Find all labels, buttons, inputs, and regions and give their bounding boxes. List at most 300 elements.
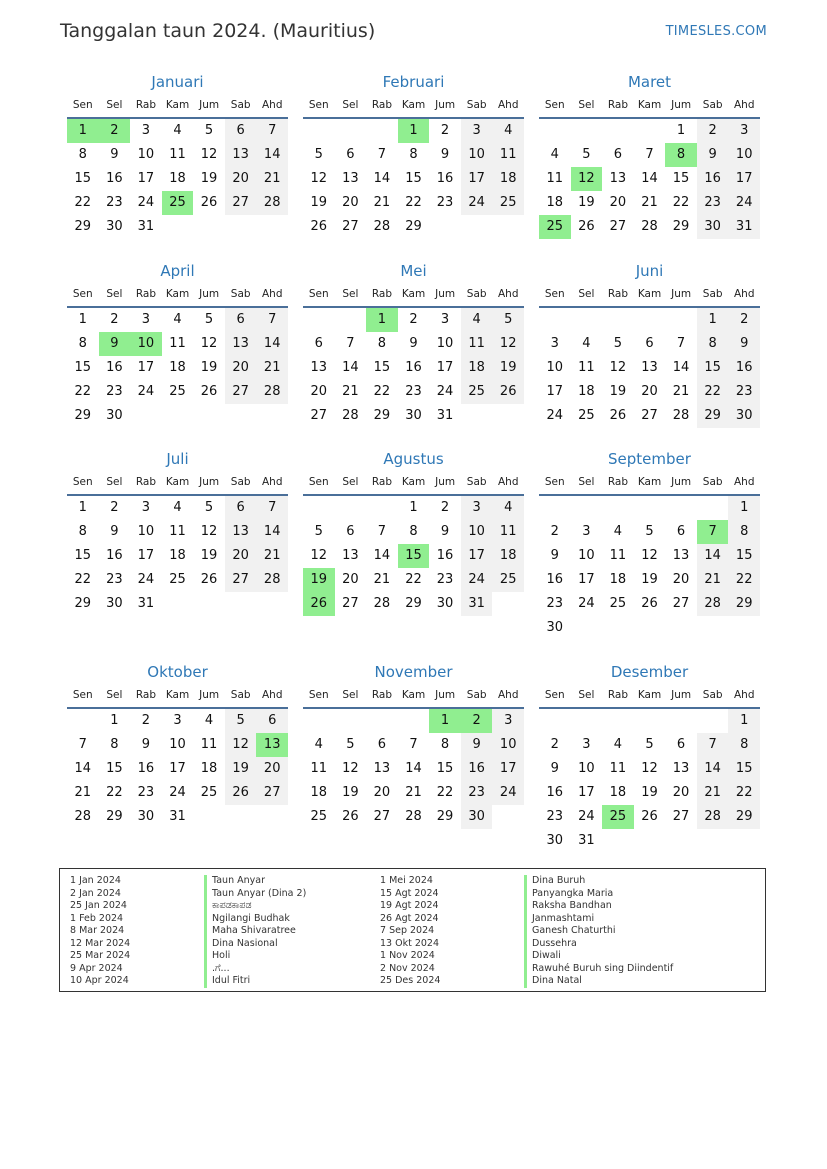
empty-cell [602,496,634,520]
empty-cell [571,308,603,332]
day-cell: 29 [728,805,760,829]
day-cell: 6 [314,336,323,351]
day-cell: 16 [137,761,155,776]
day-cell: 10 [578,761,595,776]
day-cell: 4 [173,312,182,327]
day-cell: 17 [137,548,155,563]
day-grid [67,496,288,616]
weekday-header [67,685,288,709]
day-cell: 30 [436,596,454,611]
weekday-label: Sab [230,476,251,488]
day-cell: 14 [256,332,288,356]
day-cell: 20 [342,195,359,210]
day-cell: 17 [578,785,595,800]
day-cell: 11 [169,524,186,539]
day-cell: 10 [728,143,760,167]
month-block [539,661,760,853]
weekday-label: Sen [72,288,93,300]
day-cell: 12 [200,147,218,162]
day-cell: 4 [173,123,182,138]
day-cell: 15 [672,171,690,186]
legend-date: 9 Apr 2024 [70,962,123,974]
holiday-day-cell: 7 [697,520,729,544]
day-cell: 16 [436,548,454,563]
day-cell: 30 [461,805,493,829]
legend-date: 13 Okt 2024 [380,937,440,949]
day-cell: 1 [728,496,760,520]
day-cell: 24 [461,191,493,215]
weekday-label: Kam [165,689,190,701]
day-grid [539,709,760,853]
month-title: April [160,262,195,280]
day-cell: 20 [609,195,627,210]
day-cell: 7 [256,308,288,332]
legend-date: 12 Mar 2024 [70,937,131,949]
day-cell: 21 [405,785,422,800]
day-cell: 23 [106,195,123,210]
day-cell: 15 [728,544,760,568]
month-title: September [608,450,691,468]
day-cell: 11 [609,548,627,563]
day-cell: 16 [697,167,729,191]
month-block [539,71,760,239]
day-cell: 23 [106,572,123,587]
month-title: November [374,663,453,681]
day-cell: 30 [546,833,564,848]
day-cell: 22 [728,781,760,805]
empty-cell [335,308,367,332]
day-cell: 25 [461,380,493,404]
day-cell: 13 [672,548,690,563]
day-cell: 28 [697,592,729,616]
day-cell: 20 [641,384,658,399]
day-cell: 9 [550,548,559,563]
day-cell: 25 [492,191,524,215]
day-cell: 2 [728,308,760,332]
weekday-label: Sen [308,689,329,701]
day-cell: 3 [461,119,493,143]
weekday-label: Jum [199,689,220,701]
day-cell: 21 [641,195,658,210]
weekday-label: Kam [165,99,190,111]
empty-cell [303,709,335,733]
day-cell: 30 [546,620,564,635]
day-cell: 17 [492,757,524,781]
day-cell: 9 [110,147,119,162]
day-cell: 22 [672,195,690,210]
day-cell: 13 [310,360,328,375]
day-cell: 26 [200,384,218,399]
empty-cell [335,119,367,143]
holiday-day-cell: 25 [539,215,571,239]
legend-date: 2 Nov 2024 [380,962,435,974]
day-cell: 10 [436,336,454,351]
day-cell: 6 [256,709,288,733]
day-cell: 14 [74,761,92,776]
day-cell: 2 [697,119,729,143]
weekday-label: Rab [135,476,157,488]
day-cell: 18 [200,761,218,776]
month-title: Agustus [383,450,444,468]
day-cell: 27 [672,809,690,824]
day-cell: 8 [78,147,87,162]
day-cell: 21 [697,568,729,592]
day-cell: 9 [461,733,493,757]
day-cell: 22 [74,384,92,399]
month-block [539,260,760,428]
day-cell: 28 [697,805,729,829]
day-cell: 23 [436,572,454,587]
day-cell: 16 [436,171,454,186]
weekday-header [539,95,760,119]
day-cell: 18 [578,384,595,399]
day-cell: 26 [310,219,328,234]
weekday-label: Kam [401,476,426,488]
weekday-label: Sen [308,288,329,300]
day-cell: 31 [436,408,454,423]
day-grid [67,119,288,239]
holiday-day-cell: 13 [256,733,288,757]
day-cell: 6 [225,496,257,520]
day-cell: 31 [137,596,155,611]
day-cell: 3 [141,500,151,515]
empty-cell [602,119,634,143]
legend-holiday-name: Dina Buruh [524,875,673,888]
day-cell: 26 [641,596,658,611]
legend-date: 25 Des 2024 [380,975,441,986]
day-cell: 27 [256,781,288,805]
weekday-label: Ahd [498,689,519,701]
legend-holiday-name: Janmashtami [524,913,673,926]
weekday-label: Ahd [498,288,519,300]
day-cell: 29 [436,809,454,824]
day-cell: 19 [609,384,627,399]
day-cell: 2 [550,737,559,752]
day-cell: 9 [697,143,729,167]
day-cell: 25 [578,408,595,423]
day-cell: 8 [409,147,418,162]
day-grid [539,308,760,428]
day-cell: 12 [200,524,218,539]
month-title: Februari [382,73,445,91]
weekday-label: Rab [607,476,629,488]
day-cell: 13 [225,143,257,167]
empty-cell [398,709,430,733]
weekday-label: Sel [106,99,123,111]
day-grid [303,496,524,616]
legend-date: 8 Mar 2024 [70,925,125,936]
day-cell: 7 [377,147,387,162]
holiday-day-cell: 9 [99,332,131,356]
month-block [303,260,524,428]
day-cell: 3 [461,496,493,520]
day-cell: 10 [461,520,493,544]
day-cell: 4 [492,119,524,143]
weekday-label: Rab [371,288,393,300]
empty-cell [366,496,398,520]
day-cell: 14 [697,757,729,781]
weekday-label: Sel [106,689,123,701]
day-cell: 7 [346,336,355,351]
weekday-label: Sel [106,476,123,488]
day-cell: 11 [546,171,564,186]
brand-link[interactable]: TIMESLES.COM [665,24,767,39]
weekday-label: Sab [702,288,723,300]
weekday-label: Sel [342,288,359,300]
day-cell: 6 [676,737,686,752]
day-cell: 11 [200,737,218,752]
day-cell: 25 [310,809,328,824]
day-cell: 27 [373,809,391,824]
day-cell: 30 [405,408,422,423]
day-cell: 15 [405,171,422,186]
month-title: Januari [151,73,204,91]
day-cell: 18 [169,171,186,186]
legend-holiday-name: Taun Anyar (Dina 2) [204,888,306,901]
day-cell: 2 [141,713,151,728]
day-cell: 27 [342,219,359,234]
day-cell: 16 [106,548,123,563]
day-cell: 8 [377,336,387,351]
day-cell: 18 [609,572,627,587]
legend-dates-right [380,875,440,988]
day-cell: 24 [436,384,454,399]
day-cell: 18 [609,785,627,800]
weekday-label: Sab [702,689,723,701]
month-block [67,661,288,829]
holiday-legend [59,868,766,992]
empty-cell [571,709,603,733]
day-cell: 29 [74,408,92,423]
holiday-day-cell: 19 [303,568,335,592]
holiday-day-cell: 12 [571,167,603,191]
weekday-label: Rab [607,99,629,111]
day-cell: 9 [409,336,418,351]
day-cell: 11 [609,761,627,776]
day-cell: 22 [697,380,729,404]
day-cell: 31 [461,592,493,616]
empty-cell [634,709,666,733]
weekday-label: Sab [702,476,723,488]
day-cell: 5 [645,524,654,539]
day-cell: 22 [106,785,123,800]
holiday-day-cell: 10 [130,332,162,356]
day-cell: 30 [137,809,155,824]
day-cell: 12 [310,548,328,563]
day-cell: 5 [582,147,591,162]
day-cell: 17 [137,360,155,375]
holiday-day-cell: 1 [366,308,398,332]
day-cell: 6 [676,524,686,539]
weekday-header [303,284,524,308]
empty-cell [634,119,666,143]
day-cell: 24 [169,785,186,800]
day-cell: 5 [314,524,323,539]
weekday-label: Ahd [734,476,755,488]
day-cell: 3 [173,713,182,728]
day-cell: 17 [728,167,760,191]
day-cell: 27 [225,568,257,592]
weekday-label: Ahd [734,288,755,300]
month-block [303,448,524,616]
month-title: Mei [400,262,427,280]
empty-cell [539,496,571,520]
day-cell: 24 [492,781,524,805]
weekday-label: Rab [371,99,393,111]
day-cell: 15 [436,761,454,776]
day-cell: 23 [546,809,564,824]
weekday-label: Rab [371,689,393,701]
weekday-label: Kam [165,288,190,300]
day-cell: 12 [609,360,627,375]
day-cell: 20 [225,167,257,191]
weekday-label: Sen [308,476,329,488]
day-cell: 20 [225,356,257,380]
holiday-day-cell: 1 [67,119,99,143]
weekday-label: Jum [671,99,692,111]
day-cell: 28 [256,380,288,404]
day-cell: 22 [728,568,760,592]
weekday-label: Jum [435,689,456,701]
weekday-label: Sab [230,689,251,701]
day-cell: 13 [225,520,257,544]
day-cell: 14 [672,360,690,375]
month-block [67,71,288,239]
day-cell: 2 [440,123,450,138]
legend-dates-left [70,875,130,988]
day-cell: 16 [728,356,760,380]
weekday-label: Kam [637,476,662,488]
day-cell: 5 [645,737,654,752]
weekday-label: Jum [199,288,220,300]
day-cell: 31 [728,215,760,239]
day-cell: 28 [405,809,422,824]
day-cell: 9 [550,761,559,776]
day-cell: 28 [342,408,359,423]
holiday-day-cell: 2 [461,709,493,733]
holiday-day-cell: 1 [398,119,430,143]
day-cell: 19 [641,785,658,800]
empty-cell [697,709,729,733]
day-cell: 20 [225,544,257,568]
legend-date: 1 Mei 2024 [380,875,433,886]
day-cell: 8 [409,524,418,539]
weekday-label: Sen [544,689,565,701]
legend-holiday-name: Holi [204,950,306,963]
day-cell: 16 [546,572,564,587]
weekday-label: Kam [637,689,662,701]
day-cell: 10 [169,737,186,752]
day-cell: 17 [461,167,493,191]
day-cell: 1 [409,500,418,515]
day-cell: 27 [672,596,690,611]
day-cell: 6 [225,308,257,332]
legend-holiday-name: Maha Shivaratree [204,925,306,938]
day-cell: 22 [373,384,391,399]
day-cell: 26 [200,195,218,210]
day-cell: 25 [492,568,524,592]
day-cell: 8 [728,733,760,757]
day-cell: 13 [342,548,359,563]
weekday-header [67,95,288,119]
day-cell: 15 [106,761,123,776]
holiday-day-cell: 8 [665,143,697,167]
day-cell: 15 [728,757,760,781]
day-cell: 18 [492,544,524,568]
weekday-label: Rab [135,99,157,111]
day-cell: 27 [609,219,627,234]
legend-holiday-name: Dussehra [524,938,673,951]
month-block [67,448,288,616]
day-cell: 4 [582,336,591,351]
weekday-label: Jum [199,99,220,111]
day-cell: 15 [74,171,92,186]
day-cell: 8 [697,332,729,356]
day-cell: 4 [173,500,182,515]
day-cell: 4 [314,737,323,752]
legend-date: 25 Jan 2024 [70,900,127,911]
day-cell: 24 [578,809,595,824]
day-cell: 26 [225,781,257,805]
weekday-label: Sen [308,99,329,111]
holiday-day-cell: 25 [602,805,634,829]
day-cell: 29 [728,592,760,616]
day-cell: 14 [342,360,359,375]
day-cell: 22 [405,572,422,587]
day-cell: 1 [728,709,760,733]
empty-cell [366,119,398,143]
day-cell: 9 [440,147,450,162]
day-cell: 7 [645,147,654,162]
day-cell: 2 [110,500,119,515]
day-cell: 6 [346,147,355,162]
day-cell: 21 [256,544,288,568]
month-block [67,260,288,428]
weekday-label: Sen [544,288,565,300]
day-cell: 5 [346,737,355,752]
day-cell: 13 [672,761,690,776]
day-cell: 21 [74,785,92,800]
legend-holiday-name: Raksha Bandhan [524,900,673,913]
weekday-label: Sab [230,288,251,300]
day-cell: 4 [492,496,524,520]
weekday-header [539,685,760,709]
legend-date: 1 Feb 2024 [70,912,124,924]
day-cell: 27 [641,408,658,423]
weekday-header [67,284,288,308]
weekday-label: Jum [671,476,692,488]
day-cell: 17 [436,360,454,375]
month-title: Maret [627,73,672,91]
day-cell: 4 [613,524,623,539]
day-cell: 18 [492,167,524,191]
legend-names-left [204,875,306,988]
day-cell: 1 [676,123,686,138]
month-title: Desember [610,663,689,681]
day-cell: 5 [204,123,214,138]
day-cell: 8 [78,524,87,539]
day-grid [67,709,288,829]
day-cell: 24 [578,596,595,611]
weekday-label: Jum [199,476,220,488]
day-cell: 23 [436,195,454,210]
weekday-label: Sel [342,476,359,488]
month-title: Oktober [147,663,208,681]
day-cell: 25 [169,384,186,399]
day-cell: 8 [110,737,119,752]
day-cell: 19 [641,572,658,587]
day-cell: 27 [225,191,257,215]
